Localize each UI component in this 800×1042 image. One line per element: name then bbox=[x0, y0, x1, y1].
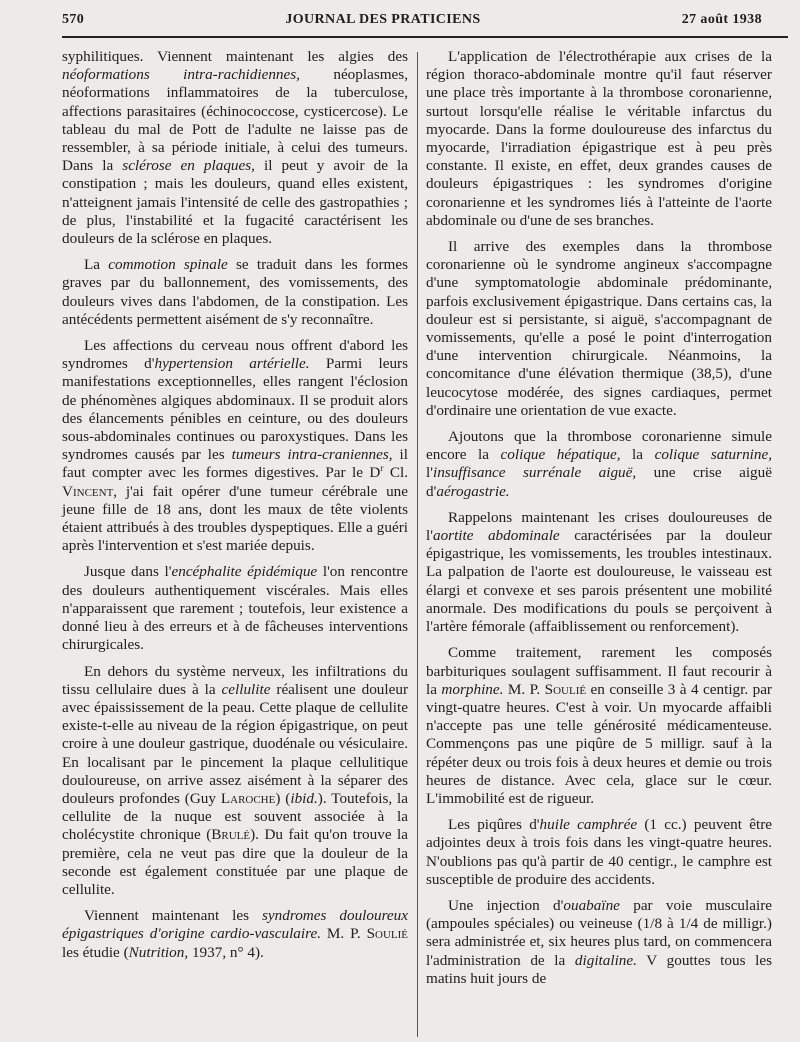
paragraph bbox=[62, 563, 408, 654]
text-run: néoplasmes, néoformations inflammatoires de la tuberculose, affections parasitaires (échinococcose, cysticercose). Le tableau du mal de Pott de l'adulte ne laisse pas de ressembler, à sa période initiale, à celui des tumeurs. Dans la bbox=[62, 66, 408, 175]
text-run: une crise aiguë d' bbox=[426, 464, 772, 500]
italic-text: aérogastrie. bbox=[436, 482, 510, 500]
paragraph bbox=[62, 256, 408, 329]
text-run: 1937, n° 4). bbox=[188, 943, 264, 961]
superscript: r bbox=[380, 463, 384, 474]
paragraph bbox=[426, 238, 772, 420]
author-name: Laroche bbox=[220, 789, 276, 807]
paragraph bbox=[426, 48, 772, 230]
header-rule bbox=[62, 36, 788, 38]
column-divider bbox=[417, 52, 418, 1037]
text-run: Ajoutons que la thrombose coronarienne simule encore la bbox=[426, 428, 772, 464]
left-column bbox=[62, 48, 408, 970]
text-run: V gouttes tous les matins huit jours de bbox=[426, 951, 772, 987]
italic-text: Nutrition, bbox=[128, 943, 189, 961]
text-run: il faut compter avec les formes digestives. Par le D bbox=[62, 446, 408, 482]
text-run: Jusque dans l' bbox=[84, 563, 172, 581]
italic-text: cellulite bbox=[221, 680, 271, 698]
text-run: L'application de l'électrothérapie aux crises de la région thoraco-abdominale montre qu'il faut réserver une place très importante à la thrombose coronarienne, surtout lorsqu'elle réalise le véritable infarctus du myocarde. Dans la forme douloureuse des infarctus du myocarde, l'irradiation épigastrique est à peu près constante. Il existe, en effet, deux grandes causes de douleurs épigastriques : les syndromes d'origine coronarienne et les syndromes liés à l'atteinte de l'aorte abdominale ou d'une de ses branches. bbox=[426, 48, 772, 229]
text-run: syphilitiques. Viennent maintenant les algies des bbox=[62, 48, 408, 65]
author-name: Soulié bbox=[544, 680, 587, 698]
paragraph bbox=[426, 816, 772, 889]
paragraph bbox=[426, 897, 772, 988]
paragraph bbox=[426, 644, 772, 808]
text-run: M. P. bbox=[503, 680, 545, 698]
author-name: Soulié bbox=[366, 925, 408, 943]
text-run: (1 cc.) peuvent être adjointes deux à trois fois dans les vingt-quatre heures. N'oublions pas qu'à partir de 40 centigr., le camphre est susceptible de produire des accidents. bbox=[426, 816, 773, 888]
text-run: en conseille 3 à 4 centigr. par vingt-quatre heures. C'est à voir. Un myocarde affaibli n'accepte pas une telle générosité médicamenteuse. Commençons pas une piqûre de 5 milligr. sauf à la répéter deux ou trois fois à deux heures et demie ou trois heures de distance. Avec cela, glace sur le cœur. L'immobilité est de rigueur. bbox=[426, 680, 772, 807]
italic-text: tumeurs intra-craniennes, bbox=[231, 446, 393, 464]
text-run: réalisent une douleur avec épaississement de la peau. Cette plaque de cellulite existe-t-elle au niveau de la région épigastrique, on peut croire à une douleur gastrique, duodénale ou vésiculaire. En localisant par le pincement la plaque cellulitique douloureuse, on arrive assez aisément à la séparer des douleurs profondes (Guy bbox=[62, 680, 409, 807]
journal-title: JOURNAL DES PRATICIENS bbox=[285, 12, 481, 27]
italic-text: digitaline. bbox=[574, 951, 637, 969]
text-run: Comme traitement, rarement les composés barbituriques soulagent suffisamment. Il faut recourir à la bbox=[426, 644, 772, 698]
text-run: Les affections du cerveau nous offrent d'abord les syndromes d' bbox=[62, 337, 408, 373]
italic-text: insuffisance surrénale aiguë, bbox=[432, 464, 637, 482]
italic-text: ibid. bbox=[290, 789, 318, 807]
italic-text: colique saturnine, bbox=[654, 446, 773, 464]
text-run: se traduit dans les formes graves par du ballonnement, des vomissements, des douleurs vives dans l'abdomen, de la constipation. Les antécédents permettent aisément de s'y reconnaître. bbox=[62, 256, 408, 328]
text-run: l' bbox=[426, 464, 433, 482]
italic-text: commotion spinale bbox=[108, 256, 228, 274]
paragraph bbox=[426, 509, 772, 636]
text-run: Il arrive des exemples dans la thrombose coronarienne où le syndrome angineux s'accompagne d'une symptomatologie abdominale prédominante, parfois exclusivement épigastrique. Dans certains cas, la douleur est si persistante, si aiguë, s'accompagnant de vomissements, qu'elle a posé le point d'interrogation d'une intervention chirurgicale. Néanmoins, la concomitance d'une élévation thermique (38,5), d'une leucocytose modérée, des signes cardiaques, permet d'ordinaire une orientation de vue exacte. bbox=[426, 238, 772, 419]
text-run: En dehors du système nerveux, les infiltrations du tissu cellulaire dues à la bbox=[62, 662, 408, 698]
author-name: Vincent bbox=[62, 482, 114, 500]
page-number: 570 bbox=[62, 12, 85, 27]
text-run: , j'ai fait opérer d'une tumeur cérébrale une jeune fille de 18 ans, dont les maux de tête violents étaient attribués à des troubles dyspeptiques. Elle a guéri après l'intervention et s'est mariée depuis. bbox=[62, 482, 408, 555]
paragraph bbox=[62, 48, 408, 248]
text-run: ) ( bbox=[275, 789, 291, 807]
italic-text: encéphalite épidémique bbox=[171, 563, 318, 581]
text-run: Les piqûres d' bbox=[448, 816, 540, 834]
italic-text: sclérose en plaques, bbox=[122, 157, 255, 175]
paragraph bbox=[62, 907, 408, 962]
italic-text: aortite abdominale bbox=[432, 527, 560, 545]
text-run: Cl. bbox=[383, 464, 408, 482]
page-header bbox=[62, 12, 762, 34]
italic-text: huile camphrée bbox=[539, 816, 638, 834]
author-name: Brulé bbox=[211, 826, 251, 844]
italic-text: néoformations intra-rachidiennes, bbox=[62, 66, 300, 84]
text-run: ). Toutefois, la cellulite de la nuque est souvent associée à la cholécystite chronique ( bbox=[62, 789, 408, 844]
text-run: Parmi leurs manifestations exceptionnelles, elles rangent l'éclosion de phénomènes algiques abdominaux. Il se produit alors des élancements pénibles en ceinture, ou des douleurs sous-abdominales continues ou paroxystiques. Dans les syndromes causés par les bbox=[62, 355, 409, 464]
text-run: Rappelons maintenant les crises douloureuses de l' bbox=[426, 508, 772, 545]
text-run: caractérisées par la douleur épigastrique, les vomissements, les troubles intestinaux. La palpation de l'aorte est douloureuse, le vaisseau est élargi et convexe et ses parois présentent une mobilité anormale. Des modifications du pouls se perçoivent à l'artère fémorale (affaiblissement ou renforcement). bbox=[426, 527, 772, 636]
text-run: il peut y avoir de la constipation ; mais les douleurs, quand elles existent, n'atteignent jamais l'intensité de celle des gastropathies ; de plus, l'instabilité et la fugacité caractérisent les douleurs de la sclérose en plaques. bbox=[62, 157, 408, 248]
italic-text: ouabaïne bbox=[563, 896, 620, 914]
italic-text: morphine. bbox=[441, 680, 504, 698]
italic-text: colique hépatique, bbox=[500, 446, 621, 464]
text-run: M. P. bbox=[321, 925, 367, 943]
text-run: Viennent maintenant les bbox=[84, 907, 263, 925]
text-run: l'on rencontre des douleurs authentiquement viscérales. Mais elles n'apparaissent que rarement ; toutefois, leur existence a donné lieu à des erreurs et à de fâcheuses interventions chirurgicales. bbox=[62, 563, 408, 654]
paragraph bbox=[426, 428, 772, 501]
italic-text: syndromes douloureux épigastriques d'origine cardio-vasculaire. bbox=[62, 907, 408, 943]
text-run: les étudie ( bbox=[62, 943, 129, 961]
text-run: la bbox=[620, 446, 655, 464]
text-run: ). Du fait qu'on trouve la première, cela ne veut pas dire que la douleur de la seconde est également constituée par une plaque de cellulite. bbox=[62, 826, 408, 898]
paragraph bbox=[62, 663, 408, 900]
text-run: La bbox=[84, 256, 109, 274]
italic-text: hypertension artérielle. bbox=[154, 355, 310, 373]
paragraph bbox=[62, 337, 408, 555]
issue-date: 27 août 1938 bbox=[681, 12, 762, 27]
right-column bbox=[426, 48, 772, 996]
text-run: Une injection d' bbox=[448, 896, 564, 914]
text-run: par voie musculaire (ampoules spéciales) ou veineuse (1/8 à 1/4 de milligr.) sera administrée et, six heures plus tard, on commencera l'administration de la bbox=[426, 896, 773, 969]
